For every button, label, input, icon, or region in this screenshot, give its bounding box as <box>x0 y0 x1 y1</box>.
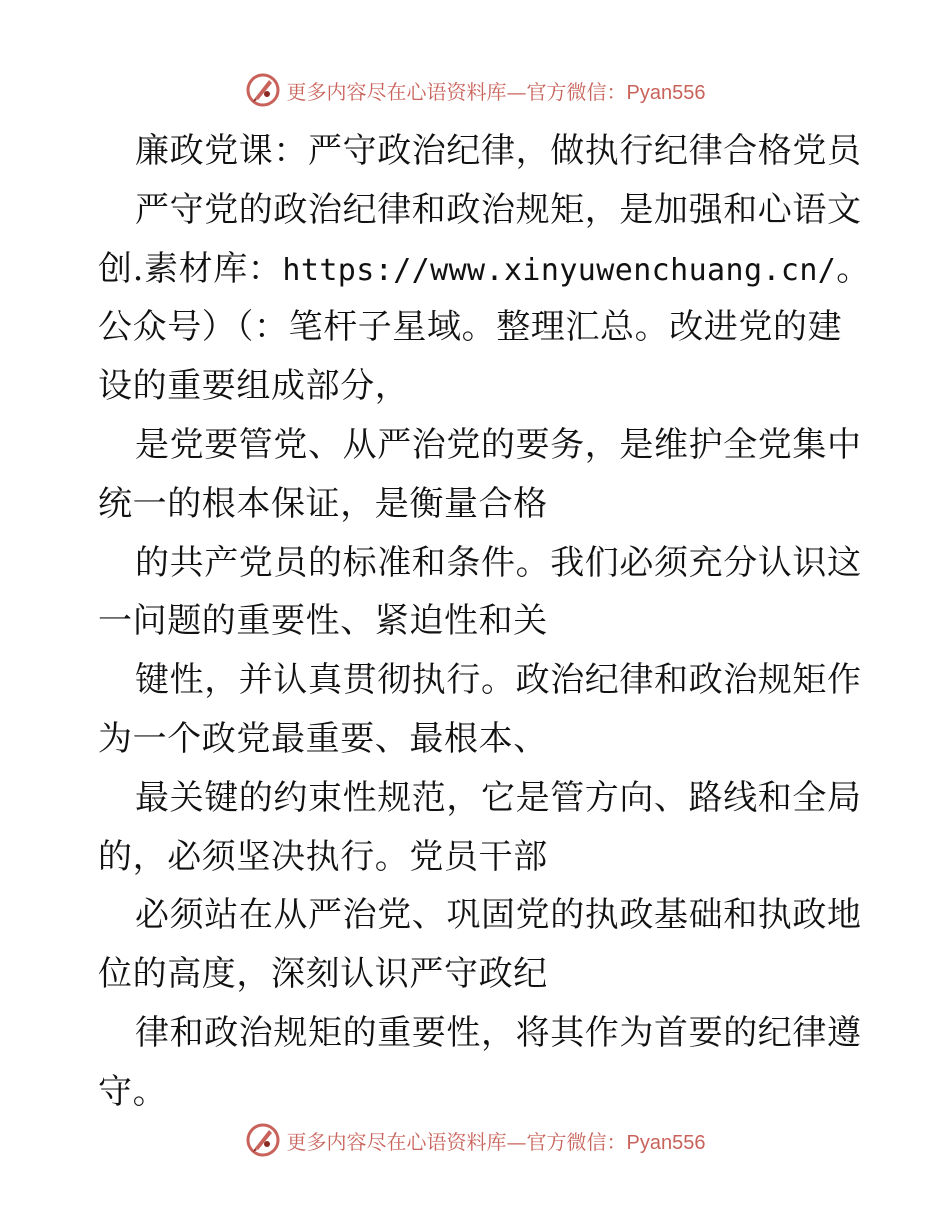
paragraph-line-15: 律和政治规矩的重要性，将其作为首要的纪律遵 <box>135 1012 862 1053</box>
paragraph-line-14: 位的高度，深刻认识严守政纪 <box>98 954 548 995</box>
header-account: Pyan556 <box>626 81 706 104</box>
paragraph-line-2-cn: 创.素材库： <box>98 248 283 289</box>
paragraph-line-2-end: 。 <box>836 248 871 289</box>
paragraph-line-4: 设的重要组成部分， <box>98 366 410 407</box>
footer-account: Pyan556 <box>626 1131 706 1154</box>
quill-pen-logo-icon <box>245 72 281 108</box>
paragraph-line-11: 最关键的约束性规范，它是管方向、路线和全局 <box>135 777 862 818</box>
paragraph-line-13: 必须站在从严治党、巩固党的执政基础和执政地 <box>135 895 862 936</box>
paragraph-line-2 <box>98 240 871 299</box>
paragraph-line-10: 为一个政党最重要、最根本、 <box>98 718 548 759</box>
document-title-line: 廉政党课：严守政治纪律，做执行纪律合格党员 <box>135 131 862 171</box>
footer-brand-text: 更多内容尽在心语资料库 <box>286 1129 507 1154</box>
paragraph-line-2-url: https://www.xinyuwenchuang.cn/ <box>282 252 837 288</box>
quill-pen-logo-icon <box>245 1122 281 1158</box>
paragraph-line-8: 一问题的重要性、紧迫性和关 <box>98 601 548 642</box>
paragraph-line-5: 是党要管党、从严治党的要务，是维护全党集中 <box>135 424 862 465</box>
paragraph-line-12: 的，必须坚决执行。党员干部 <box>98 836 548 877</box>
footer-separator: — <box>506 1129 527 1154</box>
paragraph-line-3: 公众号）（：笔杆子星域。整理汇总。改进党的建 <box>98 307 843 348</box>
footer-banner-text <box>287 1126 706 1155</box>
paragraph-line-16: 守。 <box>98 1071 168 1112</box>
paragraph-line-6: 统一的根本保证，是衡量合格 <box>98 483 548 524</box>
header-brand-text: 更多内容尽在心语资料库 <box>286 79 507 104</box>
paragraph-line-1: 严守党的政治纪律和政治规矩，是加强和心语文 <box>135 189 862 230</box>
footer-official-label: 官方微信： <box>526 1129 627 1154</box>
paragraph-line-9: 键性，并认真贯彻执行。政治纪律和政治规矩作 <box>135 660 862 701</box>
header-banner-text <box>287 76 706 105</box>
paragraph-line-7: 的共产党员的标准和条件。我们必须充分认识这 <box>135 542 862 583</box>
document-body <box>98 122 871 1122</box>
footer-banner <box>0 1120 950 1160</box>
header-separator: — <box>506 79 527 104</box>
header-official-label: 官方微信： <box>526 79 627 104</box>
header-banner <box>0 70 950 110</box>
